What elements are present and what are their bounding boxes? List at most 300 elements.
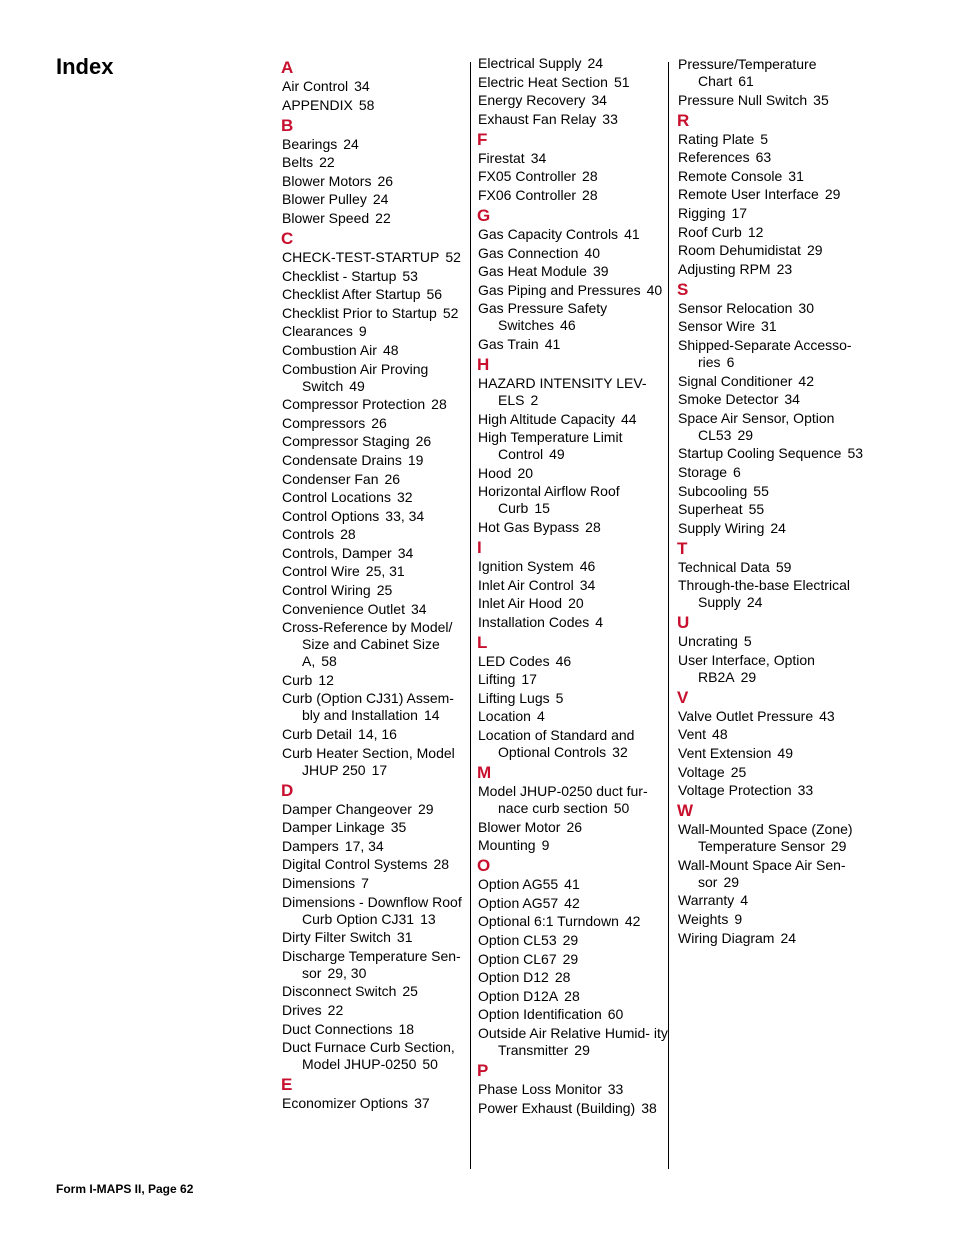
entry-pages: 7 bbox=[361, 875, 369, 891]
index-entry bbox=[282, 983, 472, 1000]
index-entry bbox=[478, 150, 668, 167]
entry-term: Remote User Interface bbox=[678, 186, 819, 203]
entry-term: Valve Outlet Pressure bbox=[678, 707, 814, 724]
entry-pages: 24 bbox=[343, 135, 359, 152]
entry-term: APPENDIX bbox=[282, 96, 353, 113]
entry-pages: 35 bbox=[813, 91, 829, 108]
entry-pages: 24 bbox=[587, 55, 604, 71]
index-entry bbox=[678, 92, 868, 109]
entry-pages: 52 bbox=[445, 248, 461, 265]
entry-pages: 29 bbox=[562, 932, 579, 949]
entry-pages: 4 bbox=[740, 892, 749, 909]
entry-pages: 28 bbox=[564, 987, 580, 1004]
entry-term: Startup Cooling Sequence bbox=[678, 445, 842, 462]
entry-term: Dampers bbox=[282, 837, 339, 854]
entry-term: Duct Connections bbox=[282, 1020, 393, 1037]
entry-term: Duct Furnace Curb Section, Model JHUP-0250 bbox=[282, 1039, 455, 1073]
section-letter: F bbox=[477, 129, 488, 149]
entry-pages: 34 bbox=[784, 391, 800, 408]
entry-pages: 49 bbox=[349, 377, 365, 394]
entry-term: Compressors bbox=[282, 414, 366, 431]
entry-term: Option D12 bbox=[478, 969, 549, 986]
section-letter: S bbox=[677, 279, 689, 299]
entry-pages: 30 bbox=[798, 299, 814, 316]
entry-term: Damper Changeover bbox=[282, 800, 412, 817]
entry-pages: 26 bbox=[377, 172, 394, 189]
index-entry bbox=[478, 653, 668, 670]
index-section bbox=[478, 206, 668, 353]
entry-pages: 60 bbox=[607, 1006, 624, 1023]
index-entry bbox=[678, 483, 868, 500]
entry-term: Pressure/Temperature Chart bbox=[678, 56, 817, 89]
entry-pages: 15 bbox=[534, 500, 550, 517]
index-entry bbox=[678, 857, 868, 891]
entry-term: Checklist Prior to Startup bbox=[282, 304, 437, 321]
page-footer: Form I-MAPS II, Page 62 bbox=[56, 1182, 194, 1196]
index-entry bbox=[678, 149, 868, 166]
index-entry bbox=[282, 433, 472, 450]
entry-pages: 58 bbox=[321, 653, 337, 670]
index-entry bbox=[282, 726, 472, 743]
index-entry bbox=[282, 489, 472, 506]
entry-pages: 26 bbox=[415, 433, 432, 450]
entry-pages: 17, 34 bbox=[344, 837, 384, 854]
entry-term: Through-the-base Electrical Supply bbox=[678, 577, 850, 611]
entry-pages: 24 bbox=[770, 519, 786, 536]
entry-pages: 33 bbox=[797, 782, 814, 799]
index-entry bbox=[478, 1100, 668, 1117]
index-section bbox=[678, 111, 868, 278]
index-entry bbox=[678, 410, 868, 444]
entry-term: Rigging bbox=[678, 204, 726, 221]
entry-pages: 28 bbox=[582, 186, 598, 203]
index-section bbox=[478, 55, 668, 128]
entry-pages: 59 bbox=[775, 558, 792, 575]
entry-term: Wiring Diagram bbox=[678, 929, 775, 946]
entry-pages: 9 bbox=[734, 911, 743, 928]
entry-term: Option CL67 bbox=[478, 950, 557, 967]
section-letter: V bbox=[677, 687, 689, 707]
entry-pages: 14 bbox=[423, 707, 440, 724]
entry-pages: 6 bbox=[733, 463, 741, 480]
entry-term: Convenience Outlet bbox=[282, 600, 405, 617]
index-entry bbox=[478, 92, 668, 109]
entry-term: Belts bbox=[282, 154, 314, 171]
entry-term: Checklist - Startup bbox=[282, 267, 397, 284]
index-entry bbox=[478, 465, 668, 482]
entry-pages: 35 bbox=[390, 819, 407, 836]
index-entry bbox=[478, 519, 668, 536]
entry-term: Control Locations bbox=[282, 489, 391, 506]
entry-term: Inlet Air Hood bbox=[478, 595, 563, 612]
entry-pages: 52 bbox=[442, 304, 459, 321]
entry-term: Blower Motor bbox=[478, 818, 561, 835]
entry-pages: 17 bbox=[371, 761, 388, 778]
entry-term: Technical Data bbox=[678, 558, 770, 575]
entry-term: CHECK-TEST-STARTUP bbox=[282, 248, 440, 265]
entry-pages: 17 bbox=[521, 671, 537, 688]
index-entry bbox=[678, 168, 868, 185]
index-entry bbox=[282, 286, 472, 303]
index-entry bbox=[478, 336, 668, 353]
index-section bbox=[282, 781, 472, 1074]
index-entry bbox=[678, 708, 868, 725]
entry-term: Condenser Fan bbox=[282, 470, 379, 487]
entry-term: Gas Connection bbox=[478, 244, 579, 261]
index-entry bbox=[478, 671, 668, 688]
index-entry bbox=[478, 895, 668, 912]
index-entry bbox=[678, 782, 868, 799]
entry-term: Hot Gas Bypass bbox=[478, 518, 580, 535]
entry-pages: 12 bbox=[318, 671, 334, 688]
index-section bbox=[678, 613, 868, 686]
index-entry bbox=[282, 78, 472, 95]
index-section bbox=[478, 763, 668, 854]
entry-pages: 6 bbox=[726, 353, 735, 370]
entry-term: Cross-Reference by Model/ Size and Cabinet Size A, bbox=[282, 619, 453, 670]
entry-pages: 34 bbox=[410, 600, 427, 617]
index-section bbox=[478, 538, 668, 631]
index-entry bbox=[678, 337, 868, 371]
index-entry bbox=[478, 111, 668, 128]
entry-term: Vent Extension bbox=[678, 745, 772, 762]
entry-term: Digital Control Systems bbox=[282, 856, 428, 873]
entry-term: Location of Standard and Optional Controls bbox=[478, 727, 635, 761]
entry-pages: 46 bbox=[555, 652, 572, 669]
entry-term: Ignition System bbox=[478, 557, 574, 574]
entry-term: LED Codes bbox=[478, 652, 550, 669]
entry-term: Dimensions - Downflow Roof Curb Option CJ31 bbox=[282, 893, 462, 927]
index-entry bbox=[678, 577, 868, 611]
entry-term: Control Wire bbox=[282, 563, 360, 580]
entry-term: Sensor Relocation bbox=[678, 299, 793, 316]
entry-term: Option AG55 bbox=[478, 876, 559, 893]
index-entry bbox=[478, 263, 668, 280]
entry-term: Air Control bbox=[282, 78, 349, 94]
section-letter: H bbox=[477, 354, 490, 374]
entry-term: Wall-Mount Space Air Sen- sor bbox=[678, 856, 846, 890]
index-entry bbox=[282, 545, 472, 562]
entry-pages: 42 bbox=[564, 894, 580, 911]
index-section bbox=[282, 229, 472, 779]
entry-term: Superheat bbox=[678, 501, 743, 518]
index-entry bbox=[478, 913, 668, 930]
entry-pages: 31 bbox=[761, 318, 777, 335]
index-entry bbox=[478, 819, 668, 836]
index-entry bbox=[478, 783, 668, 817]
index-entry bbox=[678, 373, 868, 390]
index-entry bbox=[282, 801, 472, 818]
entry-pages: 32 bbox=[396, 489, 413, 506]
index-entry bbox=[478, 187, 668, 204]
index-entry bbox=[282, 154, 472, 171]
index-entry bbox=[282, 361, 472, 395]
page-title: Index bbox=[56, 54, 114, 79]
entry-pages: 31 bbox=[788, 167, 804, 184]
index-entry bbox=[282, 97, 472, 114]
index-entry bbox=[678, 391, 868, 408]
entry-term: Energy Recovery bbox=[478, 92, 586, 109]
index-section bbox=[678, 280, 868, 537]
entry-term: Inlet Air Control bbox=[478, 576, 574, 593]
index-entry bbox=[282, 210, 472, 227]
entry-pages: 38 bbox=[641, 1099, 657, 1116]
entry-pages: 22 bbox=[319, 154, 335, 171]
index-section bbox=[478, 633, 668, 761]
entry-pages: 5 bbox=[743, 633, 752, 650]
entry-term: Option D12A bbox=[478, 987, 559, 1004]
index-entry bbox=[282, 948, 472, 982]
entry-pages: 29 bbox=[830, 838, 847, 855]
entry-term: Smoke Detector bbox=[678, 391, 779, 408]
entry-pages: 34 bbox=[354, 78, 370, 94]
section-letter: B bbox=[281, 115, 294, 135]
entry-term: Optional 6:1 Turndown bbox=[478, 913, 619, 930]
index-entry bbox=[282, 191, 472, 208]
entry-pages: 33 bbox=[607, 1081, 624, 1097]
entry-term: References bbox=[678, 149, 750, 166]
entry-pages: 28 bbox=[340, 526, 356, 543]
entry-term: Space Air Sensor, Option CL53 bbox=[678, 409, 835, 443]
entry-pages: 53 bbox=[847, 445, 864, 462]
index-entry bbox=[678, 445, 868, 462]
entry-pages: 63 bbox=[755, 149, 772, 166]
entry-term: Storage bbox=[678, 463, 728, 480]
index-entry bbox=[478, 483, 668, 517]
index-section bbox=[678, 539, 868, 612]
index-entry bbox=[478, 429, 668, 463]
entry-term: Control Wiring bbox=[282, 582, 371, 599]
entry-term: Damper Linkage bbox=[282, 819, 385, 836]
entry-pages: 46 bbox=[560, 317, 576, 334]
index-entry bbox=[478, 74, 668, 91]
index-entry bbox=[678, 821, 868, 855]
index-entry bbox=[282, 619, 472, 670]
index-entry bbox=[282, 508, 472, 525]
index-entry bbox=[678, 745, 868, 762]
index-entry bbox=[478, 837, 668, 854]
entry-pages: 17 bbox=[731, 204, 748, 221]
entry-term: Controls, Damper bbox=[282, 544, 392, 561]
entry-pages: 20 bbox=[568, 595, 584, 612]
entry-term: Electrical Supply bbox=[478, 55, 582, 71]
entry-pages: 28 bbox=[433, 856, 450, 873]
entry-pages: 42 bbox=[798, 372, 814, 389]
entry-pages: 23 bbox=[776, 260, 793, 277]
entry-pages: 37 bbox=[414, 1095, 430, 1112]
entry-term: Checklist After Startup bbox=[282, 286, 421, 303]
entry-pages: 28 bbox=[431, 396, 447, 413]
entry-term: Lifting Lugs bbox=[478, 689, 550, 706]
index-entry bbox=[478, 577, 668, 594]
entry-pages: 29 bbox=[562, 950, 579, 967]
entry-pages: 33 bbox=[602, 110, 618, 127]
entry-term: Horizontal Airflow Roof Curb bbox=[478, 483, 620, 517]
entry-term: Room Dehumidistat bbox=[678, 242, 801, 259]
index-entry bbox=[678, 930, 868, 947]
entry-pages: 51 bbox=[613, 73, 630, 90]
index-entry bbox=[478, 55, 668, 72]
index-entry bbox=[478, 690, 668, 707]
index-column-2 bbox=[478, 55, 668, 1118]
entry-term: Combustion Air Proving Switch bbox=[282, 360, 429, 394]
section-letter: C bbox=[281, 228, 294, 248]
entry-pages: 29 bbox=[574, 1042, 590, 1058]
entry-term: Drives bbox=[282, 1001, 322, 1018]
column-divider bbox=[470, 62, 471, 1169]
entry-term: Pressure Null Switch bbox=[678, 91, 808, 108]
index-entry bbox=[478, 168, 668, 185]
entry-pages: 28 bbox=[582, 168, 598, 185]
entry-pages: 40 bbox=[584, 244, 600, 261]
index-entry bbox=[478, 1081, 668, 1098]
section-letter: L bbox=[477, 632, 488, 652]
entry-term: Blower Pulley bbox=[282, 191, 367, 208]
entry-term: Gas Piping and Pressures bbox=[478, 281, 641, 298]
entry-term: Discharge Temperature Sen- sor bbox=[282, 947, 461, 981]
entry-term: Uncrating bbox=[678, 633, 738, 650]
index-entry bbox=[478, 1006, 668, 1023]
entry-term: Economizer Options bbox=[282, 1095, 409, 1112]
index-entry bbox=[282, 690, 472, 724]
entry-term: Gas Pressure Safety Switches bbox=[478, 300, 608, 334]
entry-term: Voltage Protection bbox=[678, 782, 792, 799]
section-letter: I bbox=[477, 537, 482, 557]
index-entry bbox=[282, 268, 472, 285]
entry-pages: 55 bbox=[748, 501, 765, 518]
index-entry bbox=[282, 249, 472, 266]
index-entry bbox=[478, 300, 668, 334]
entry-pages: 24 bbox=[780, 929, 797, 946]
index-entry bbox=[678, 205, 868, 222]
entry-term: Exhaust Fan Relay bbox=[478, 110, 597, 127]
index-entry bbox=[282, 452, 472, 469]
index-entry bbox=[478, 969, 668, 986]
entry-pages: 29 bbox=[824, 186, 841, 203]
entry-term: HAZARD INTENSITY LEV- ELS bbox=[478, 374, 647, 408]
entry-pages: 9 bbox=[358, 323, 367, 340]
index-entry bbox=[678, 892, 868, 909]
entry-pages: 24 bbox=[746, 594, 763, 611]
entry-term: Shipped-Separate Accesso- ries bbox=[678, 336, 852, 370]
section-letter: O bbox=[477, 856, 491, 876]
index-column-3 bbox=[678, 56, 868, 948]
entry-term: Power Exhaust (Building) bbox=[478, 1099, 636, 1116]
entry-pages: 29 bbox=[806, 242, 823, 259]
index-entry bbox=[282, 323, 472, 340]
entry-pages: 28 bbox=[585, 518, 601, 535]
section-letter: U bbox=[677, 613, 690, 633]
index-entry bbox=[478, 932, 668, 949]
entry-term: Signal Conditioner bbox=[678, 372, 793, 389]
entry-term: Supply Wiring bbox=[678, 519, 765, 536]
entry-pages: 33, 34 bbox=[385, 507, 425, 524]
entry-pages: 40 bbox=[646, 281, 663, 298]
entry-term: Wall-Mounted Space (Zone) Temperature Sensor bbox=[678, 821, 853, 855]
entry-pages: 13 bbox=[420, 910, 436, 927]
entry-pages: 26 bbox=[566, 818, 583, 835]
entry-term: Controls bbox=[282, 526, 335, 543]
entry-pages: 48 bbox=[712, 726, 728, 743]
entry-pages: 29, 30 bbox=[327, 964, 367, 981]
entry-term: Phase Loss Monitor bbox=[478, 1081, 602, 1097]
entry-pages: 50 bbox=[422, 1056, 438, 1073]
index-entry bbox=[678, 131, 868, 148]
entry-pages: 41 bbox=[564, 876, 580, 893]
entry-pages: 61 bbox=[738, 73, 754, 89]
entry-term: Compressor Staging bbox=[282, 433, 410, 450]
section-letter: A bbox=[281, 58, 294, 77]
entry-pages: 49 bbox=[549, 446, 565, 463]
index-entry bbox=[282, 875, 472, 892]
entry-pages: 5 bbox=[555, 689, 564, 706]
entry-pages: 20 bbox=[517, 464, 534, 481]
section-letter: W bbox=[677, 801, 694, 821]
entry-term: Vent bbox=[678, 726, 707, 743]
index-entry bbox=[478, 708, 668, 725]
index-entry bbox=[478, 595, 668, 612]
index-entry bbox=[478, 245, 668, 262]
index-entry bbox=[282, 819, 472, 836]
entry-pages: 32 bbox=[612, 744, 628, 761]
entry-term: Curb Heater Section, Model JHUP 250 bbox=[282, 744, 455, 778]
entry-pages: 22 bbox=[375, 209, 391, 226]
entry-pages: 25 bbox=[376, 582, 393, 599]
index-entry bbox=[282, 1039, 472, 1073]
index-entry bbox=[678, 652, 868, 686]
entry-term: Subcooling bbox=[678, 482, 748, 499]
index-entry bbox=[678, 520, 868, 537]
index-entry bbox=[478, 558, 668, 575]
entry-pages: 26 bbox=[371, 414, 387, 431]
section-letter: R bbox=[677, 110, 690, 130]
index-entry bbox=[282, 342, 472, 359]
index-entry bbox=[282, 136, 472, 153]
index-entry bbox=[282, 305, 472, 322]
entry-term: Option AG57 bbox=[478, 894, 559, 911]
index-entry bbox=[282, 856, 472, 873]
section-letter: E bbox=[281, 1075, 293, 1095]
index-entry bbox=[282, 838, 472, 855]
index-entry bbox=[282, 415, 472, 432]
entry-pages: 49 bbox=[777, 745, 793, 762]
entry-pages: 14, 16 bbox=[358, 726, 397, 743]
index-entry bbox=[478, 375, 668, 409]
entry-term: Installation Codes bbox=[478, 613, 590, 630]
entry-term: Location bbox=[478, 708, 531, 725]
index-entry bbox=[678, 300, 868, 317]
entry-pages: 34 bbox=[579, 576, 596, 593]
index-entry bbox=[282, 526, 472, 543]
index-section bbox=[678, 56, 868, 109]
entry-pages: 29 bbox=[723, 873, 740, 890]
entry-pages: 48 bbox=[382, 341, 399, 358]
entry-pages: 29 bbox=[417, 800, 434, 817]
index-entry bbox=[678, 911, 868, 928]
entry-pages: 5 bbox=[760, 130, 769, 147]
index-entry bbox=[282, 1002, 472, 1019]
entry-pages: 19 bbox=[407, 451, 424, 468]
entry-term: Control Options bbox=[282, 507, 380, 524]
entry-term: Gas Train bbox=[478, 335, 539, 352]
entry-pages: 46 bbox=[579, 557, 596, 574]
entry-pages: 26 bbox=[384, 470, 401, 487]
entry-term: FX05 Controller bbox=[478, 168, 577, 185]
section-letter: T bbox=[677, 538, 688, 558]
entry-term: Sensor Wire bbox=[678, 318, 756, 335]
index-section bbox=[678, 801, 868, 946]
entry-pages: 41 bbox=[624, 225, 640, 242]
